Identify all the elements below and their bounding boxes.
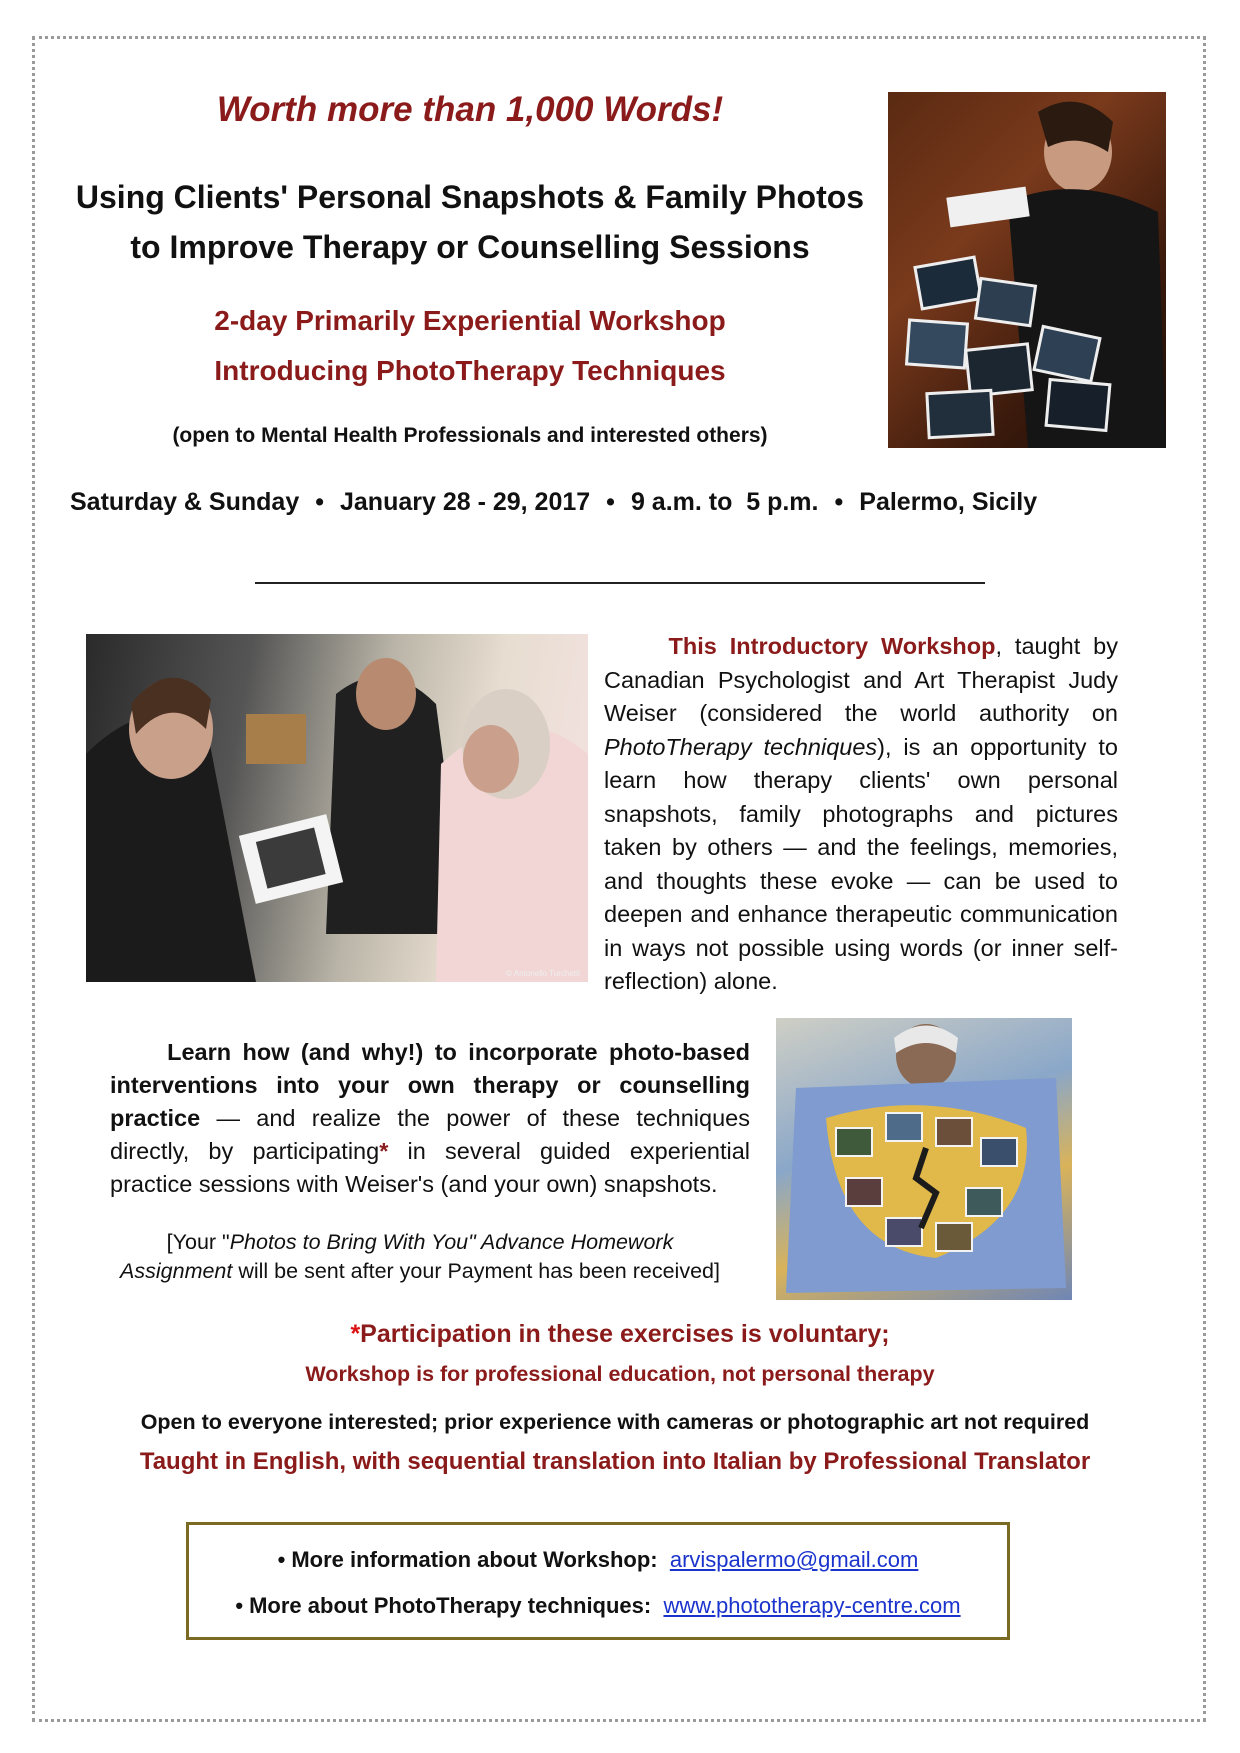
- event-details: [70, 488, 1130, 517]
- photo-workshop-discussion: [86, 634, 588, 982]
- intro-lead: This Introductory Workshop: [668, 633, 996, 659]
- homework-italic-2: Assignment: [120, 1259, 233, 1283]
- asterisk-mark: *: [350, 1320, 361, 1348]
- homework-open: [Your ": [166, 1230, 230, 1254]
- info-line-phototherapy: [189, 1593, 1007, 1619]
- intro-text-1: , taught by Canadian Psychologist and Art Therapist Judy Weiser (considered the world authority on: [604, 633, 1118, 726]
- info-line-workshop: [189, 1547, 1007, 1573]
- info-label-workshop: More information about Workshop:: [291, 1547, 658, 1572]
- info-box: [186, 1522, 1010, 1640]
- headline: Worth more than 1,000 Words!: [216, 90, 724, 129]
- photo-credit: © Antonello Turchetti: [506, 969, 580, 978]
- homework-italic-1: Photos to Bring With You" Advance Homework: [229, 1230, 674, 1254]
- workshop-line-1: 2-day Primarily Experiential Workshop: [214, 305, 726, 336]
- voluntary-note: [200, 1320, 1040, 1349]
- workshop-type: [90, 296, 850, 396]
- event-dates: January 28 - 29, 2017: [340, 488, 591, 516]
- workshop-line-2: Introducing PhotoTherapy Techniques: [214, 355, 726, 386]
- photo-person-with-snapshots: [888, 92, 1166, 448]
- divider: [255, 582, 985, 584]
- bullet: •: [277, 1547, 286, 1572]
- open-to-note: Open to everyone interested; prior experience with cameras or photographic art not required: [140, 1410, 1090, 1434]
- learn-paragraph: [110, 1036, 750, 1201]
- audience-note: (open to Mental Health Professionals and interested others): [172, 424, 768, 447]
- intro-paragraph: [604, 630, 1118, 999]
- learn-bold: Learn how (and why!) to incorporate photo-based interventions into your own therapy or counselling practice: [110, 1039, 750, 1131]
- homework-note: [90, 1228, 750, 1286]
- subtitle-line-1: Using Clients' Personal Snapshots & Family Photos: [75, 179, 865, 215]
- voluntary-subnote: Workshop is for professional education, not personal therapy: [305, 1362, 935, 1386]
- subtitle: [60, 172, 880, 272]
- website-link[interactable]: www.phototherapy-centre.com: [663, 1593, 961, 1618]
- separator: •: [315, 488, 324, 516]
- asterisk-mark: *: [379, 1138, 389, 1164]
- bullet: •: [235, 1593, 244, 1618]
- subtitle-line-2: to Improve Therapy or Counselling Sessions: [130, 229, 810, 265]
- intro-italic: PhotoTherapy techniques: [604, 733, 878, 760]
- voluntary-text: Participation in these exercises is voluntary;: [360, 1320, 890, 1348]
- homework-close: will be sent after your Payment has been received]: [232, 1259, 720, 1283]
- event-location: Palermo, Sicily: [859, 488, 1038, 516]
- separator: •: [834, 488, 844, 516]
- email-link[interactable]: arvispalermo@gmail.com: [669, 1547, 919, 1572]
- event-hours: 9 a.m. to 5 p.m.: [630, 488, 819, 516]
- learn-text-1: — and realize the power of these techniques directly, by participating: [110, 1105, 750, 1164]
- info-label-phototherapy: More about PhotoTherapy techniques:: [249, 1593, 652, 1618]
- learn-text-2: in several guided experiential practice sessions with Weiser's (and your own) snapshots.: [110, 1138, 750, 1197]
- event-days: Saturday & Sunday: [70, 488, 300, 516]
- photo-collage-artwork: [776, 1018, 1072, 1300]
- intro-text-2: ), is an opportunity to learn how therapy clients' own personal snapshots, family photographs and pictures taken by others — and the feelings, memories, and thoughts these evoke — can be used to deepen and enhance therapeutic communication in ways not possible using words (or inner self-reflection) alone.: [604, 733, 1118, 994]
- separator: •: [606, 488, 615, 516]
- language-note: Taught in English, with sequential translation into Italian by Professional Translator: [139, 1448, 1091, 1475]
